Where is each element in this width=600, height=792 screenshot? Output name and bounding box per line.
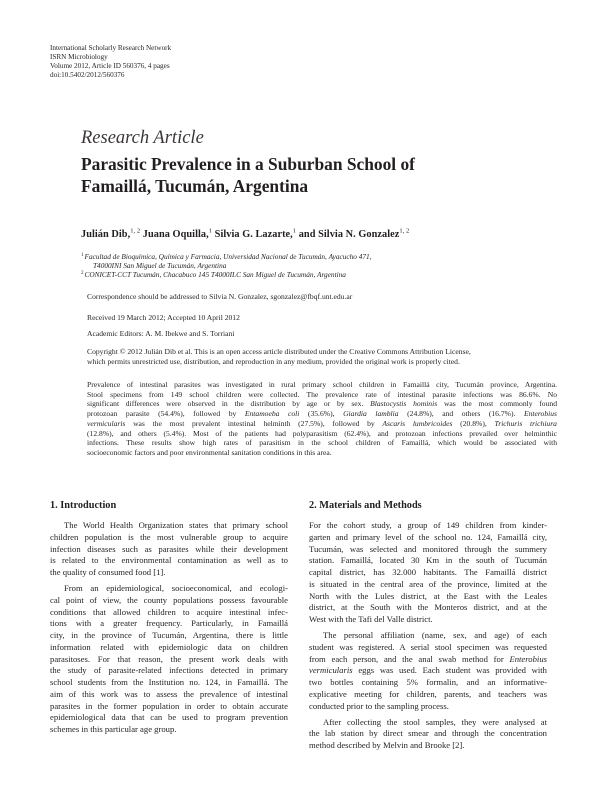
copyright-line: which permits unrestricted use, distribution, and reproduction in any medium, provided the original work is properly cited.	[87, 356, 460, 366]
introduction-body	[50, 520, 288, 736]
body-line: conducted prior to the sampling process.	[309, 700, 449, 711]
body-line: infection diseases such as parasites while their development	[50, 543, 288, 554]
author-name: Juana Oquilla,	[140, 229, 209, 240]
affil-mark: 2	[81, 270, 84, 276]
body-line: schemes in this particular age group.	[50, 724, 177, 735]
body-line: The World Health Organization states that primary school	[64, 520, 288, 530]
author-name: Silvia G. Lazarte,	[212, 229, 293, 240]
copyright-notice	[87, 347, 557, 366]
journal-line: ISRN Microbiology	[50, 52, 108, 61]
body-line: station. Famaillá, located 30 Km in the south of Tucumán	[309, 555, 547, 566]
body-line: student was registered. A serial stool specimen was requested	[309, 641, 547, 652]
body-line: tions with a greater frequency. Particularly, in Famaillá	[50, 618, 288, 629]
journal-line: International Scholarly Research Network	[50, 44, 172, 52]
section-heading-introduction: 1. Introduction	[50, 500, 117, 511]
academic-editors: Academic Editors: A. M. Ibekwe and S. Torriani	[87, 329, 235, 338]
abstract-line: protozoan parasite (54.4%), followed by Entamoeba coli (35.6%), Giardia lamblia (24.8%), and others (16.7%). Enterobius	[87, 409, 558, 419]
body-line: city, in the province of Tucumán, Argentina, there is little	[50, 630, 288, 641]
body-line: information related with epidemiologic data on children	[50, 641, 288, 652]
body-line: capital district, has 32.000 habitants. The Famaillá district	[309, 567, 547, 577]
body-line: For the cohort study, a group of 149 children from kinder-	[309, 520, 547, 530]
body-line: is related to the environmental contamination as well as to	[50, 555, 288, 566]
body-line: explicative meeting for children, parents, and teachers was	[309, 688, 547, 699]
body-line: garten and primary level of the school no. 124, Famaillá city,	[309, 531, 547, 542]
body-line: aim of this work was to assess the prevalence of intestinal	[50, 688, 288, 699]
body-line: The personal affiliation (name, sex, and age) of each	[323, 630, 547, 641]
article-type: Research Article	[81, 128, 204, 148]
body-line: district, at the South with the Monteros district, and at the	[309, 602, 547, 613]
affiliation-line: T4000INI San Miguel de Tucumán, Argentina	[93, 261, 227, 270]
affiliations	[81, 252, 372, 279]
body-line: After collecting the stool samples, they were analysed at	[323, 716, 547, 727]
body-line: Tucumán, was selected and monitored through the summery	[309, 543, 547, 554]
body-line: cal point of view, the county populations possess favourable	[50, 594, 288, 605]
author-affil-mark: 1	[208, 227, 213, 235]
body-line: parasitoses. For that reason, the present work deals with	[50, 653, 288, 664]
body-line: school students from the Institution no. 124, in Famaillá. The	[50, 677, 288, 688]
author-affil-mark: 1, 2	[399, 227, 410, 235]
body-line: vermicularis eggs was used. Each student was provided with	[309, 665, 547, 676]
body-line: North with the Lules district, at the East with the Leales	[309, 590, 547, 601]
body-line: method described by Melvin and Brooke [2].	[309, 740, 465, 751]
section-heading-methods: 2. Materials and Methods	[309, 500, 422, 511]
body-line: the lab station by direct smear and through the concentration	[309, 728, 547, 739]
body-line: two bottles containing 5% formalin, and an informative-	[309, 677, 547, 688]
journal-info	[50, 44, 171, 80]
title-line: Famaillá, Tucumán, Argentina	[81, 176, 309, 196]
title-line: Parasitic Prevalence in a Suburban School of	[81, 154, 415, 174]
abstract-line: infections. These results show high rates of parasitism in the school children of Famaillá, which would be associated with	[87, 438, 557, 448]
affiliation-line: CONICET-CCT Tucumán, Chacabuco 145 T4000ILC San Miguel de Tucumán, Argentina	[84, 270, 346, 279]
body-line: is situated in the central area of the province, limited at the	[309, 578, 547, 589]
journal-line: doi:10.5402/2012/560376	[50, 70, 125, 79]
abstract	[87, 380, 557, 458]
author-name: Julián Dib,	[81, 229, 131, 240]
author-affil-mark: 1, 2	[130, 227, 141, 235]
author-name: and Silvia N. Gonzalez	[296, 229, 400, 240]
article-title	[81, 153, 521, 197]
author-affil-mark: 1	[292, 227, 297, 235]
correspondence: Correspondence should be addressed to Silvia N. Gonzalez, sgonzalez@fbqf.unt.edu.ar	[87, 292, 353, 301]
body-line: epidemiological data that can be used to program prevention	[50, 712, 288, 723]
abstract-line: Stool specimens from 149 school children were collected. The prevalence rate of intestinal parasite infections was 86.6%. No	[87, 389, 557, 399]
affil-mark: 1	[81, 252, 84, 258]
body-line: conditions that allowed children to acquire intestinal infec-	[50, 606, 288, 617]
abstract-line: (12.8%), and others (5.4%). Most of the patients had polyparasitism (62.4%), and protozoan infections prevailed over helminthic	[87, 428, 557, 438]
copyright-line: Copyright © 2012 Julián Dib et al. This is an open access article distributed under the Creative Commons Attribution License,	[87, 347, 471, 356]
body-line: From an epidemiological, socioeconomical, and ecologi-	[64, 583, 288, 594]
body-line: parasites in the former population in order to obtain accurate	[50, 700, 288, 711]
author-list	[81, 229, 409, 240]
body-line: West with the Tafi del Valle district.	[309, 614, 433, 624]
methods-body	[309, 520, 547, 752]
abstract-line: socioeconomic factors and poor environmental sanitation conditions in this area.	[87, 447, 332, 457]
body-line: children population is the most vulnerable group to acquire	[50, 531, 288, 542]
abstract-line: significant differences were observed in the distribution by age or by sex. Blastocystis hominis was the most commonly found	[87, 399, 557, 409]
body-line: from each person, and the anal swab method for Enterobius	[309, 653, 547, 664]
abstract-line: Prevalence of intestinal parasites was investigated in rural primary school children in Famaillá city, Tucumán province, Argentina.	[87, 380, 557, 389]
affiliation-line: Facultad de Bioquímica, Química y Farmacia, Universidad Nacional de Tucumán, Ayacucho 471,	[84, 252, 372, 261]
body-line: the study of parasite-related infections detected in primary	[50, 665, 288, 676]
journal-line: Volume 2012, Article ID 560376, 4 pages	[50, 61, 170, 70]
dates: Received 19 March 2012; Accepted 10 April 2012	[87, 313, 240, 322]
abstract-line: vermicularis was the most prevalent intestinal helminth (27.5%), followed by Ascaris lumbricoides (20.8%), Trichuris trichiura	[87, 418, 557, 428]
body-line: the quality of consumed food [1].	[50, 567, 166, 577]
